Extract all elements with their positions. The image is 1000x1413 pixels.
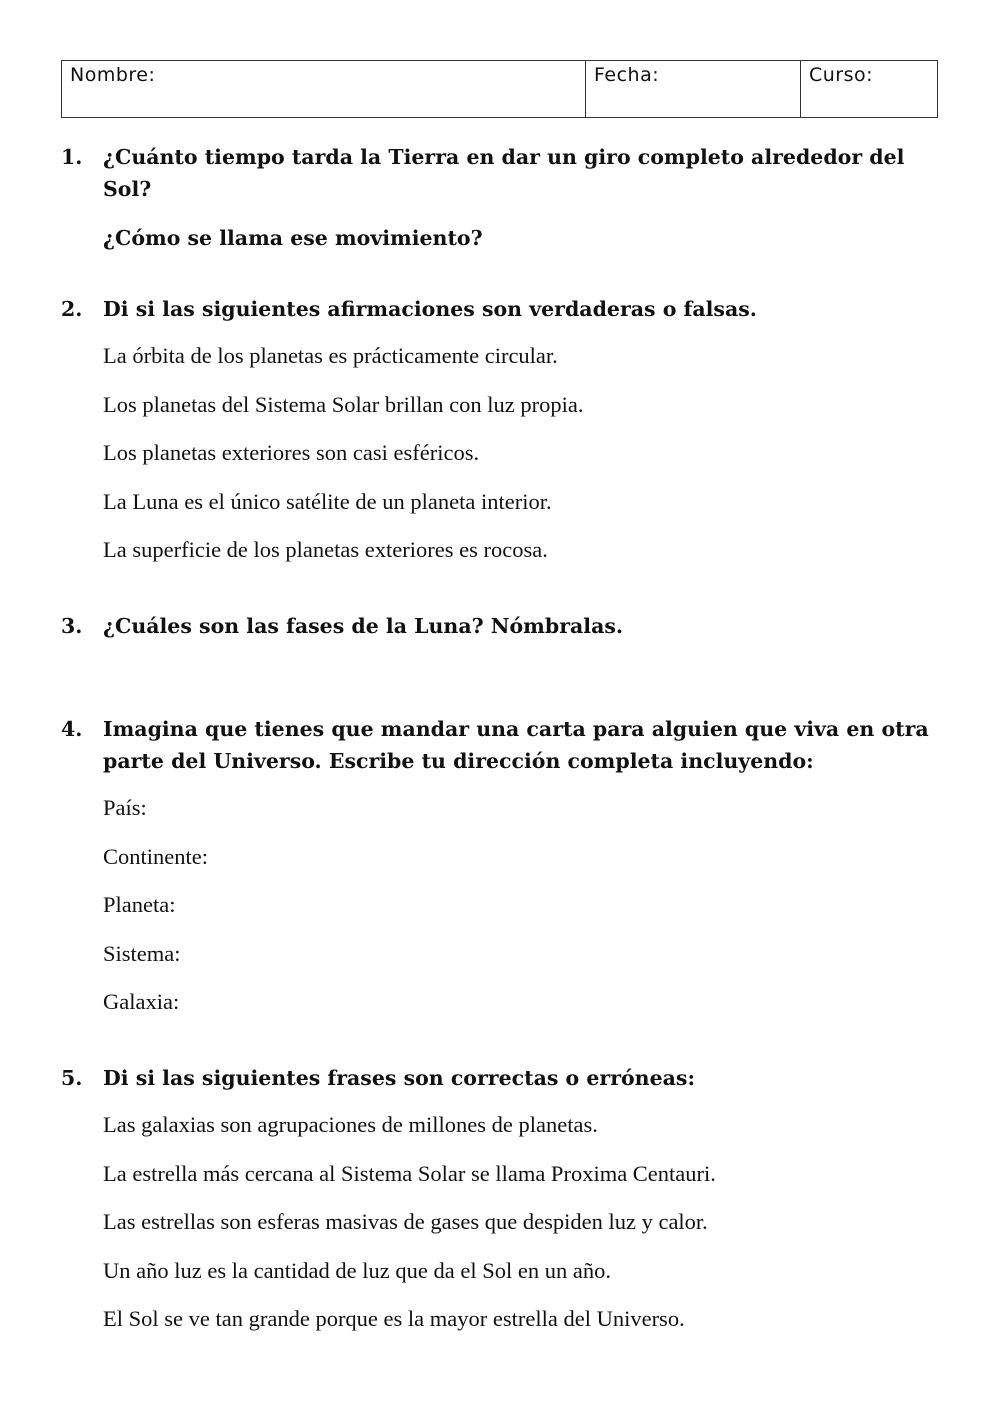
statement-item: La Luna es el único satélite de un planeta interior. bbox=[103, 488, 552, 514]
question-4 bbox=[61, 713, 941, 1027]
question-text: ¿Cuánto tiempo tarda la Tierra en dar un giro completo alrededor del Sol? bbox=[103, 145, 905, 201]
statement-item: La órbita de los planetas es prácticamente circular. bbox=[103, 343, 558, 368]
question-number: 5. bbox=[61, 1066, 83, 1090]
question-text: Imagina que tienes que mandar una carta para alguien que viva en otra parte del Universo. Escribe tu dirección completa incluyendo: bbox=[103, 717, 929, 773]
question-number: 3. bbox=[61, 614, 83, 638]
curso-field[interactable] bbox=[801, 61, 938, 118]
address-item: Galaxia: bbox=[103, 989, 180, 1014]
question-number: 2. bbox=[61, 297, 83, 321]
question-title bbox=[61, 141, 941, 205]
student-info-table bbox=[61, 60, 938, 118]
question-subtitle: ¿Cómo se llama ese movimiento? bbox=[103, 226, 483, 250]
question-text: Di si las siguientes frases son correctas o erróneas: bbox=[103, 1066, 696, 1090]
address-item: Planeta: bbox=[103, 892, 176, 917]
question-number: 1. bbox=[61, 145, 83, 169]
question-5 bbox=[61, 1062, 941, 1344]
question-3 bbox=[61, 610, 941, 642]
statement-list bbox=[103, 332, 941, 575]
question-title bbox=[61, 1062, 941, 1094]
question-text: ¿Cuáles son las fases de la Luna? Nómbralas. bbox=[103, 614, 624, 638]
statement-item: Un año luz es la cantidad de luz que da el Sol en un año. bbox=[103, 1257, 611, 1283]
fecha-label: Fecha: bbox=[594, 64, 660, 86]
address-item: Sistema: bbox=[103, 940, 181, 966]
nombre-label: Nombre: bbox=[70, 64, 156, 86]
question-2 bbox=[61, 293, 941, 575]
statement-item: La estrella más cercana al Sistema Solar se llama Proxima Centauri. bbox=[103, 1160, 716, 1186]
fecha-field[interactable] bbox=[586, 61, 801, 118]
statement-item: Las estrellas son esferas masivas de gases que despiden luz y calor. bbox=[103, 1209, 708, 1234]
question-title bbox=[61, 610, 941, 642]
address-list bbox=[103, 784, 941, 1027]
address-item: País: bbox=[103, 795, 147, 820]
question-title bbox=[61, 293, 941, 325]
curso-label: Curso: bbox=[809, 64, 874, 86]
question-title bbox=[61, 713, 941, 777]
question-text: Di si las siguientes afirmaciones son verdaderas o falsas. bbox=[103, 297, 757, 321]
statement-item: La superficie de los planetas exteriores es rocosa. bbox=[103, 537, 548, 562]
statement-item: Los planetas del Sistema Solar brillan con luz propia. bbox=[103, 391, 584, 417]
nombre-field[interactable] bbox=[62, 61, 586, 118]
statement-item: Los planetas exteriores son casi esféricos. bbox=[103, 440, 480, 465]
statement-item: Las galaxias son agrupaciones de millones de planetas. bbox=[103, 1112, 598, 1137]
address-item: Continente: bbox=[103, 843, 208, 869]
question-number: 4. bbox=[61, 717, 83, 741]
statement-list bbox=[103, 1101, 941, 1344]
question-1 bbox=[61, 141, 941, 254]
statement-item: El Sol se ve tan grande porque es la mayor estrella del Universo. bbox=[103, 1306, 685, 1331]
